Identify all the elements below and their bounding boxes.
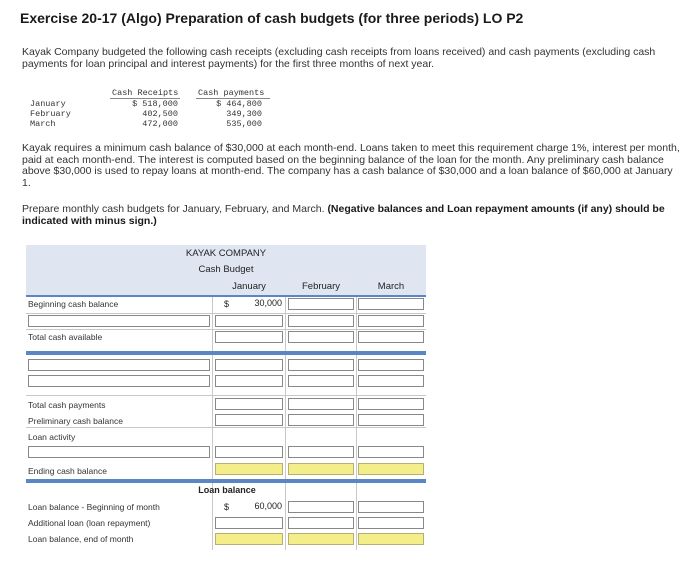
header-divider bbox=[26, 295, 426, 297]
beginning-cash-label: Beginning cash balance bbox=[28, 299, 119, 309]
row-divider bbox=[26, 329, 426, 330]
interest-january-input[interactable] bbox=[215, 375, 283, 387]
total-cash-payments-january-input[interactable] bbox=[215, 398, 283, 410]
cash-budget-worksheet bbox=[26, 245, 426, 550]
intro-text: Kayak Company budgeted the following cash receipts (excluding cash receipts from loans received) and cash payments (excluding cash payments for loan principal and interest payments) for the first three months of next year. bbox=[22, 46, 656, 70]
preliminary-cash-label: Preliminary cash balance bbox=[28, 416, 123, 426]
total-cash-payments-february-input[interactable] bbox=[288, 398, 354, 410]
column-divider bbox=[356, 297, 357, 550]
loan-end-march-input[interactable] bbox=[358, 533, 424, 545]
instruction-bold: (Negative balances and Loan repayment amounts (if any) should be indicated with minus sign.) bbox=[22, 203, 665, 227]
beginning-cash-february-input[interactable] bbox=[288, 298, 354, 310]
row-divider bbox=[26, 395, 426, 396]
loan-activity-label: Loan activity bbox=[28, 432, 76, 442]
dollar-sign: $ bbox=[224, 502, 230, 512]
loan-begin-label: Loan balance - Beginning of month bbox=[28, 502, 160, 512]
ending-cash-january-input[interactable] bbox=[215, 463, 283, 475]
payments-january-input[interactable] bbox=[215, 359, 283, 371]
col-payments-header: Cash payments bbox=[198, 88, 265, 98]
payments-label-input[interactable] bbox=[28, 359, 210, 371]
budget-subtitle: Cash Budget bbox=[198, 264, 254, 275]
payments-february-input[interactable] bbox=[288, 359, 354, 371]
loan-begin-march-input[interactable] bbox=[358, 501, 424, 513]
loan-end-february-input[interactable] bbox=[288, 533, 354, 545]
month-cell: February bbox=[30, 109, 71, 119]
payments-cell: 535,000 bbox=[226, 119, 262, 129]
loan-activity-label-input[interactable] bbox=[28, 446, 210, 458]
ending-cash-february-input[interactable] bbox=[288, 463, 354, 475]
row-divider bbox=[26, 313, 426, 314]
instruction-prefix: Prepare monthly cash budgets for January, February, and March. bbox=[22, 203, 325, 215]
additional-loan-january-input[interactable] bbox=[215, 517, 283, 529]
ending-cash-label: Ending cash balance bbox=[28, 466, 107, 476]
loan-end-january-input[interactable] bbox=[215, 533, 283, 545]
preliminary-cash-march-input[interactable] bbox=[358, 414, 424, 426]
receipts-cell: $ 518,000 bbox=[132, 99, 178, 109]
total-cash-available-february-input[interactable] bbox=[288, 331, 354, 343]
payments-march-input[interactable] bbox=[358, 359, 424, 371]
loan-activity-march-input[interactable] bbox=[358, 446, 424, 458]
total-cash-available-january-input[interactable] bbox=[215, 331, 283, 343]
page-title: Exercise 20-17 (Algo) Preparation of cash budgets (for three periods) LO P2 bbox=[20, 10, 524, 26]
ending-cash-march-input[interactable] bbox=[358, 463, 424, 475]
beginning-cash-january: 30,000 bbox=[254, 298, 282, 308]
loan-end-label: Loan balance, end of month bbox=[28, 534, 134, 544]
requirement-text: Kayak requires a minimum cash balance of $30,000 at each month-end. Loans taken to meet this requirement charge 1%, interest per month, paid at each month-end. The interest is computed based on the beginning balance of the loan for the month. Any preliminary cash balance above $30,000 is used to repay loans at month-end. The company has a cash balance of $30,000 and a loan balance of $60,000 at January 1. bbox=[22, 142, 680, 189]
loan-begin-february-input[interactable] bbox=[288, 501, 354, 513]
additional-loan-february-input[interactable] bbox=[288, 517, 354, 529]
column-divider bbox=[285, 297, 286, 550]
total-cash-available-march-input[interactable] bbox=[358, 331, 424, 343]
col-receipts-header: Cash Receipts bbox=[112, 88, 179, 98]
payments-cell: 349,300 bbox=[226, 109, 262, 119]
section-band bbox=[26, 479, 426, 483]
receipts-march-input[interactable] bbox=[358, 315, 424, 327]
month-cell: March bbox=[30, 119, 56, 129]
row-divider bbox=[26, 427, 426, 428]
receipts-january-input[interactable] bbox=[215, 315, 283, 327]
col-january: January bbox=[232, 281, 266, 292]
section-band bbox=[26, 351, 426, 355]
col-march: March bbox=[377, 281, 405, 292]
interest-march-input[interactable] bbox=[358, 375, 424, 387]
col-february: February bbox=[301, 281, 340, 292]
preliminary-cash-february-input[interactable] bbox=[288, 414, 354, 426]
beginning-cash-march-input[interactable] bbox=[358, 298, 424, 310]
interest-february-input[interactable] bbox=[288, 375, 354, 387]
receipts-label-input[interactable] bbox=[28, 315, 210, 327]
additional-loan-label: Additional loan (loan repayment) bbox=[28, 518, 151, 528]
receipts-february-input[interactable] bbox=[288, 315, 354, 327]
month-cell: January bbox=[30, 99, 66, 109]
total-cash-payments-march-input[interactable] bbox=[358, 398, 424, 410]
loan-activity-january-input[interactable] bbox=[215, 446, 283, 458]
receipts-cell: 472,000 bbox=[142, 119, 178, 129]
company-name: KAYAK COMPANY bbox=[185, 248, 267, 259]
payments-cell: $ 464,800 bbox=[216, 99, 262, 109]
loan-activity-february-input[interactable] bbox=[288, 446, 354, 458]
interest-label-input[interactable] bbox=[28, 375, 210, 387]
dollar-sign: $ bbox=[224, 299, 230, 309]
loan-begin-january: 60,000 bbox=[254, 501, 282, 511]
preliminary-cash-january-input[interactable] bbox=[215, 414, 283, 426]
receipts-cell: 402,500 bbox=[142, 109, 178, 119]
column-divider bbox=[212, 297, 213, 550]
loan-balance-header: Loan balance bbox=[198, 485, 256, 495]
instruction-text bbox=[22, 204, 684, 227]
additional-loan-march-input[interactable] bbox=[358, 517, 424, 529]
total-cash-available-label: Total cash available bbox=[28, 332, 103, 342]
total-cash-payments-label: Total cash payments bbox=[28, 400, 106, 410]
